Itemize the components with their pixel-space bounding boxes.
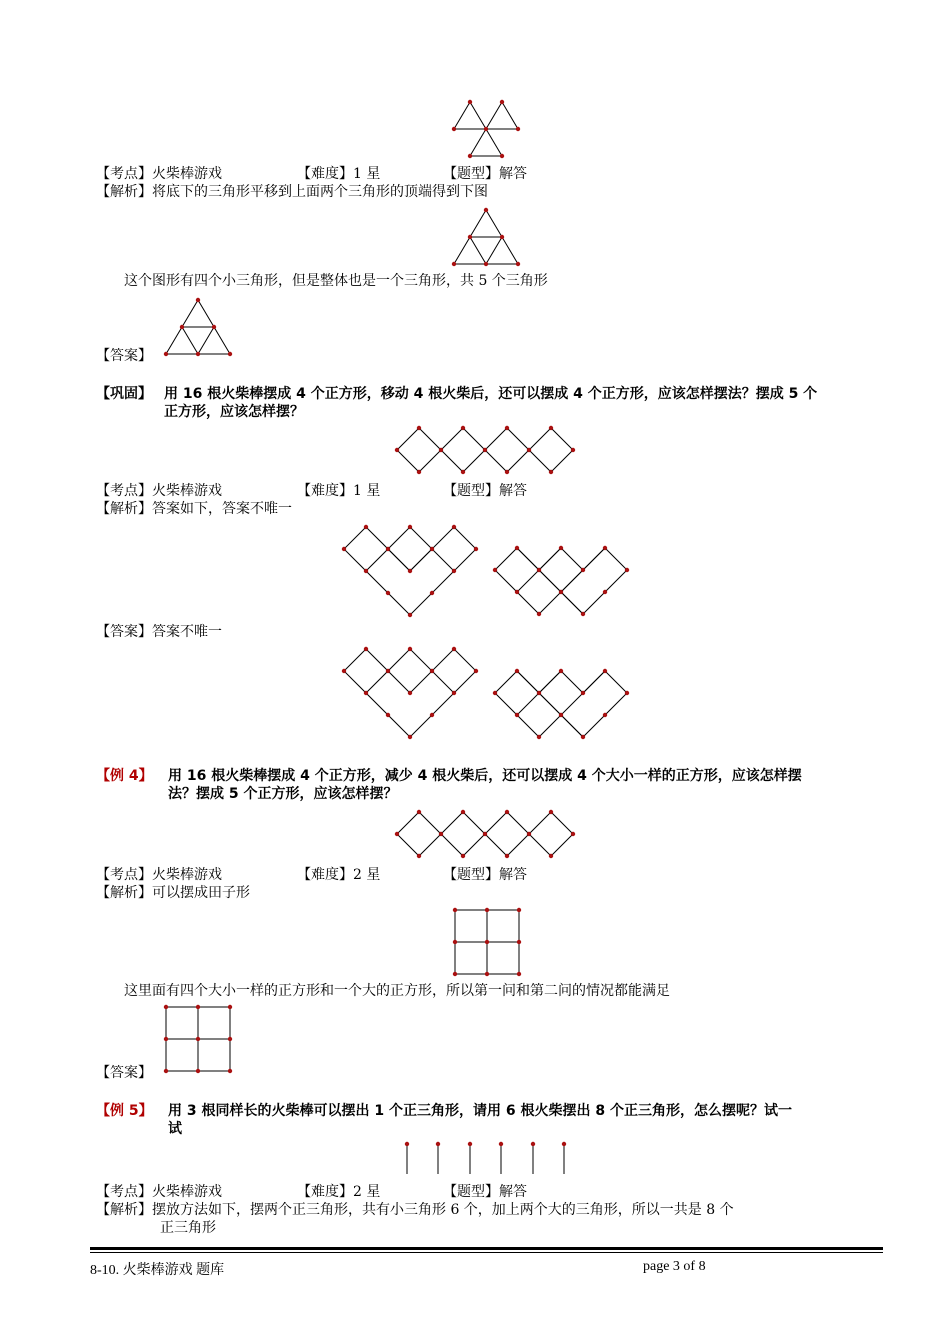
label-daan: 【答案】 — [96, 624, 152, 640]
figure-tian-grid — [453, 908, 521, 976]
analysis-row-2 — [96, 500, 292, 518]
analysis-text: 将底下的三角形平移到上面两个三角形的顶端得到下图 — [152, 184, 488, 200]
label-tixing: 【题型】 — [443, 1184, 499, 1200]
gonggu-label: 【巩固】 — [96, 386, 152, 402]
figure-analysis-right — [493, 546, 629, 616]
figure-original-triangles — [452, 100, 520, 158]
label-nandu: 【难度】 — [297, 1184, 353, 1200]
type: 解答 — [499, 166, 527, 182]
type: 解答 — [499, 483, 527, 499]
type-row-4 — [443, 1183, 527, 1201]
figure-answer-left — [342, 647, 478, 739]
figure-four-diamonds-ex4 — [395, 810, 575, 858]
label-nandu: 【难度】 — [297, 166, 353, 182]
difficulty-row-1 — [297, 165, 380, 183]
difficulty-row-2 — [297, 482, 380, 500]
difficulty: 2 星 — [353, 1184, 381, 1200]
note-ex4: 这里面有四个大小一样的正方形和一个大的正方形，所以第一问和第二问的情况都能满足 — [124, 983, 670, 999]
type-row-1 — [443, 165, 527, 183]
answer-row-1 — [96, 347, 152, 365]
footer-title: 8-10. 火柴棒游戏 题库 — [90, 1263, 225, 1278]
meta-row-3 — [96, 866, 222, 884]
figure-six-matches — [405, 1142, 566, 1174]
gonggu-question-line1: 用 16 根火柴棒摆成 4 个正方形，移动 4 根火柴后，还可以摆成 4 个正方形，应该怎样摆法？摆成 5 个 — [164, 386, 818, 402]
label-tixing: 【题型】 — [443, 867, 499, 883]
label-jiexi: 【解析】 — [96, 184, 152, 200]
label-kaodian: 【考点】 — [96, 166, 152, 182]
analysis-row-4-cont: 正三角形 — [160, 1220, 216, 1236]
ex5-question-line2: 试 — [168, 1121, 182, 1137]
difficulty: 2 星 — [353, 867, 381, 883]
difficulty-row-3 — [297, 866, 380, 884]
ex5-question-line1: 用 3 根同样长的火柴棒可以摆出 1 个正三角形，请用 6 根火柴摆出 8 个正三角形，怎么摆呢？试一 — [168, 1103, 792, 1119]
ex4-label: 【例 4】 — [96, 768, 153, 784]
meta-row-2 — [96, 482, 222, 500]
topic: 火柴棒游戏 — [152, 867, 222, 883]
figure-analysis-left — [342, 525, 478, 617]
figure-four-diamonds-gonggu — [395, 426, 575, 474]
type: 解答 — [499, 1184, 527, 1200]
analysis-text: 摆放方法如下，摆两个正三角形，共有小三角形 6 个，加上两个大的三角形，所以一共是 8 个 — [152, 1202, 734, 1218]
label-kaodian: 【考点】 — [96, 483, 152, 499]
label-kaodian: 【考点】 — [96, 867, 152, 883]
topic: 火柴棒游戏 — [152, 166, 222, 182]
label-jiexi: 【解析】 — [96, 501, 152, 517]
label-nandu: 【难度】 — [297, 483, 353, 499]
analysis-text: 答案如下，答案不唯一 — [152, 501, 292, 517]
footer-rule-thin — [90, 1252, 883, 1253]
analysis-row-4 — [96, 1201, 734, 1219]
label-daan: 【答案】 — [96, 348, 152, 364]
type: 解答 — [499, 867, 527, 883]
analysis-text: 可以摆成田子形 — [152, 885, 250, 901]
figure-answer-triangle — [164, 298, 232, 356]
label-nandu: 【难度】 — [297, 867, 353, 883]
difficulty: 1 星 — [353, 483, 381, 499]
figure-moved-triangles — [452, 208, 520, 266]
label-kaodian: 【考点】 — [96, 1184, 152, 1200]
note-1: 这个图形有四个小三角形，但是整体也是一个三角形，共 5 个三角形 — [124, 273, 548, 289]
label-tixing: 【题型】 — [443, 166, 499, 182]
answer-row-2 — [96, 623, 222, 641]
meta-row-1 — [96, 165, 222, 183]
footer-page: page 3 of 8 — [643, 1259, 706, 1274]
figure-answer-right — [493, 669, 629, 739]
ex4-question-line1: 用 16 根火柴棒摆成 4 个正方形，减少 4 根火柴后，还可以摆成 4 个大小一样的正方形，应该怎样摆 — [168, 768, 802, 784]
figure-tian-grid-answer — [164, 1005, 232, 1073]
analysis-row-3 — [96, 884, 250, 902]
topic: 火柴棒游戏 — [152, 483, 222, 499]
difficulty: 1 星 — [353, 166, 381, 182]
topic: 火柴棒游戏 — [152, 1184, 222, 1200]
label-jiexi: 【解析】 — [96, 885, 152, 901]
analysis-row-1 — [96, 183, 488, 201]
label-jiexi: 【解析】 — [96, 1202, 152, 1218]
difficulty-row-4 — [297, 1183, 380, 1201]
label-tixing: 【题型】 — [443, 483, 499, 499]
label-daan: 【答案】 — [96, 1065, 152, 1081]
footer-rule-thick — [90, 1247, 883, 1250]
type-row-2 — [443, 482, 527, 500]
type-row-3 — [443, 866, 527, 884]
ex5-label: 【例 5】 — [96, 1103, 153, 1119]
meta-row-4 — [96, 1183, 222, 1201]
answer-row-3 — [96, 1064, 152, 1082]
gonggu-question-line2: 正方形，应该怎样摆？ — [164, 404, 304, 420]
ex4-question-line2: 法？摆成 5 个正方形，应该怎样摆？ — [168, 786, 398, 802]
answer-text: 答案不唯一 — [152, 624, 222, 640]
